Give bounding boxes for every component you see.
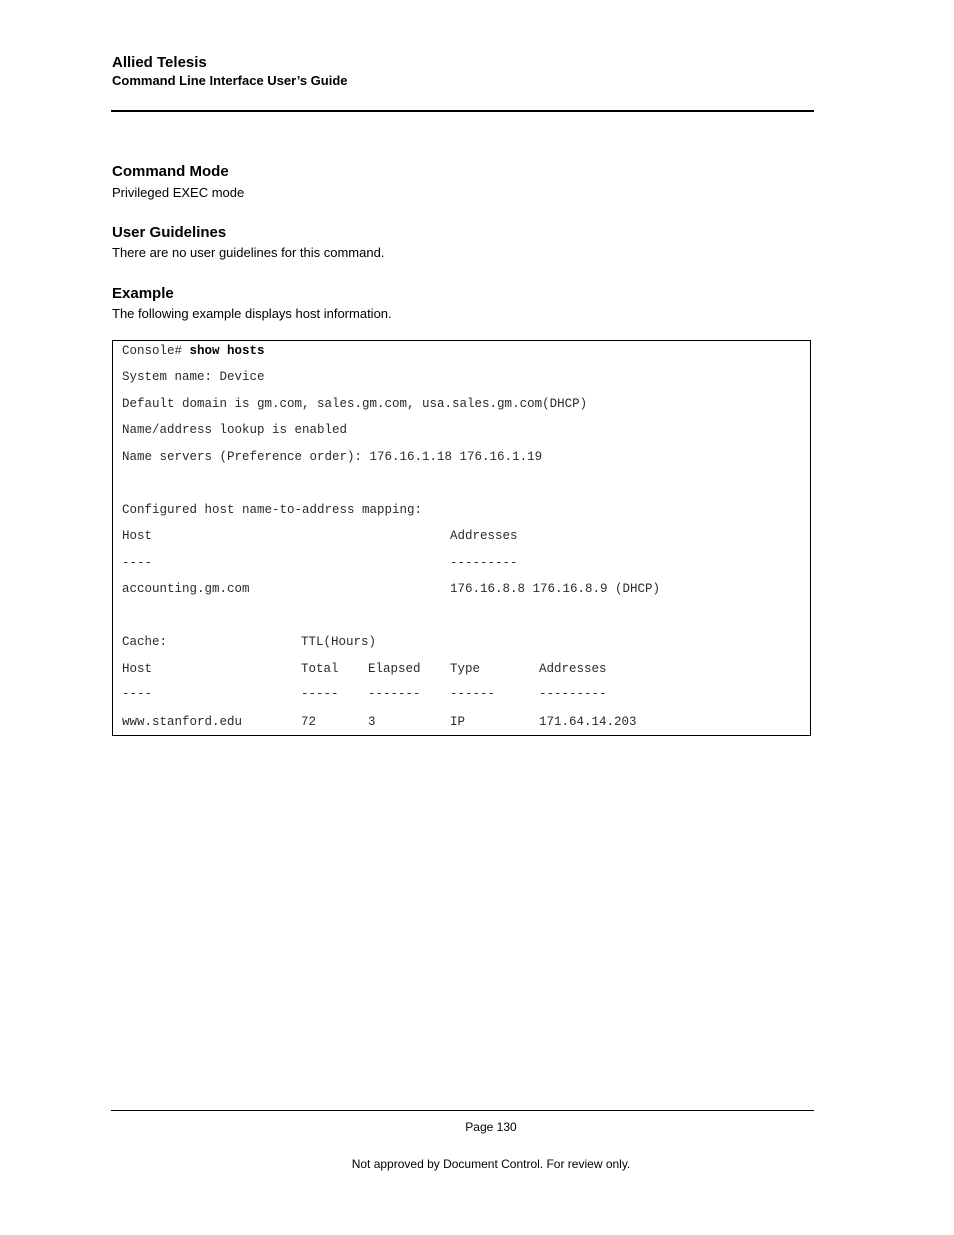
header-guide-title: Command Line Interface User’s Guide	[112, 73, 348, 88]
example-heading: Example	[112, 285, 174, 302]
header-company: Allied Telesis	[112, 54, 207, 71]
code-configured-mapping: Configured host name-to-address mapping:	[122, 503, 423, 517]
page-number: Page 130	[465, 1120, 517, 1134]
cache-header-addresses: Addresses	[539, 662, 607, 676]
code-name-servers: Name servers (Preference order): 176.16.1.18 176.16.1.19	[122, 450, 543, 464]
console-prompt: Console#	[122, 344, 190, 358]
cache-separator-elapsed: -------	[368, 687, 421, 701]
cache-separator-total: -----	[301, 687, 339, 701]
show-hosts-command: show hosts	[189, 344, 265, 358]
mapping-separator-addresses: ---------	[450, 556, 518, 570]
cache-ttl-label: TTL(Hours)	[301, 635, 377, 649]
mapping-header-host: Host	[122, 529, 153, 543]
cache-row-host: www.stanford.edu	[122, 715, 243, 729]
review-note: Not approved by Document Control. For review only.	[351, 1157, 631, 1171]
mapping-row-addresses: 176.16.8.8 176.16.8.9 (DHCP)	[450, 582, 661, 596]
header-divider	[111, 110, 814, 112]
mapping-row-host: accounting.gm.com	[122, 582, 250, 596]
mapping-separator-host: ----	[122, 556, 153, 570]
cache-label: Cache:	[122, 635, 168, 649]
user-guidelines-text: There are no user guidelines for this command.	[112, 245, 385, 260]
cache-header-type: Type	[450, 662, 481, 676]
example-text: The following example displays host information.	[112, 306, 392, 321]
mapping-header-addresses: Addresses	[450, 529, 518, 543]
cache-separator-host: ----	[122, 687, 153, 701]
code-system-name: System name: Device	[122, 370, 265, 384]
cache-header-elapsed: Elapsed	[368, 662, 421, 676]
cache-header-host: Host	[122, 662, 153, 676]
cache-row-total: 72	[301, 715, 317, 729]
command-mode-text: Privileged EXEC mode	[112, 185, 245, 200]
code-lookup-status: Name/address lookup is enabled	[122, 423, 348, 437]
command-mode-heading: Command Mode	[112, 163, 229, 180]
code-example-box	[112, 340, 811, 736]
cache-separator-addresses: ---------	[539, 687, 607, 701]
cache-row-addresses: 171.64.14.203	[539, 715, 637, 729]
cache-separator-type: ------	[450, 687, 496, 701]
code-command-line	[122, 344, 265, 358]
user-guidelines-heading: User Guidelines	[112, 224, 227, 241]
code-default-domain: Default domain is gm.com, sales.gm.com, usa.sales.gm.com(DHCP)	[122, 397, 588, 411]
cache-header-total: Total	[301, 662, 339, 676]
cache-row-elapsed: 3	[368, 715, 376, 729]
footer-divider	[111, 1110, 814, 1111]
cache-row-type: IP	[450, 715, 466, 729]
